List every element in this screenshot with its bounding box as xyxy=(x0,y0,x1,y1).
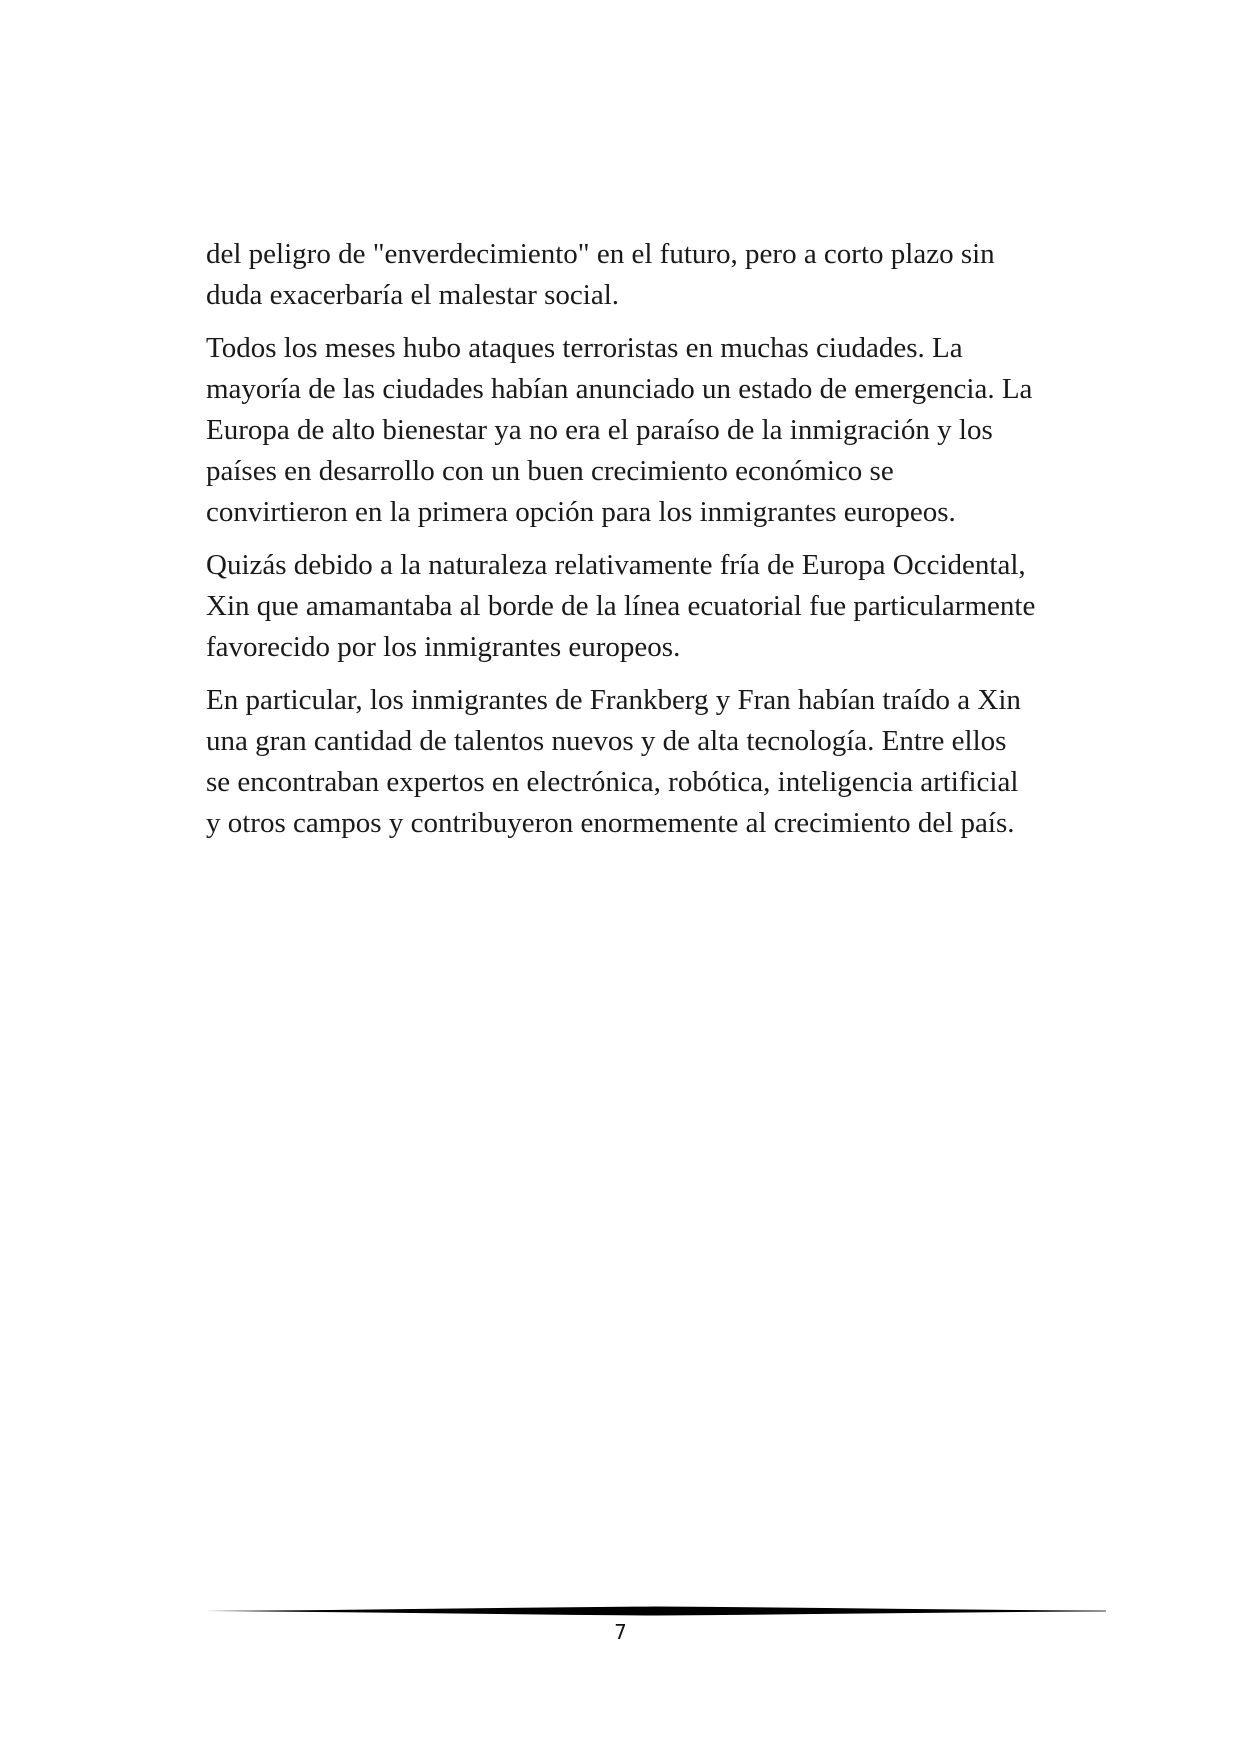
text-line: Europa de alto bienestar ya no era el paraíso de la inmigración y los xyxy=(206,414,993,446)
text-line: mayoría de las ciudades habían anunciado un estado de emergencia. La xyxy=(206,373,1033,405)
page-number: 7 xyxy=(614,1620,627,1644)
text-line: convirtieron en la primera opción para los inmigrantes europeos. xyxy=(206,496,956,528)
text-line: y otros campos y contribuyeron enormemente al crecimiento del país. xyxy=(206,807,1015,839)
text-line: Todos los meses hubo ataques terroristas en muchas ciudades. La xyxy=(206,332,963,364)
text-line: Xin que amamantaba al borde de la línea ecuatorial fue particularmente xyxy=(206,590,1036,622)
text-line: países en desarrollo con un buen crecimiento económico se xyxy=(206,455,894,487)
body-text xyxy=(206,234,1066,856)
text-line: se encontraban expertos en electrónica, robótica, inteligencia artificial xyxy=(206,766,1019,798)
text-line: Quizás debido a la naturaleza relativamente fría de Europa Occidental, xyxy=(206,549,1026,581)
paragraph-2 xyxy=(206,328,1066,533)
text-line: del peligro de "enverdecimiento" en el futuro, pero a corto plazo sin xyxy=(206,238,995,270)
text-line: favorecido por los inmigrantes europeos. xyxy=(206,631,681,663)
text-line: duda exacerbaría el malestar social. xyxy=(206,279,620,311)
footer-divider-swash xyxy=(206,1607,1106,1616)
footer-divider xyxy=(206,1604,1106,1618)
paragraph-3 xyxy=(206,545,1066,668)
paragraph-4 xyxy=(206,680,1066,844)
text-line: una gran cantidad de talentos nuevos y de alta tecnología. Entre ellos xyxy=(206,725,1007,757)
paragraph-1 xyxy=(206,234,1066,316)
text-line: En particular, los inmigrantes de Frankberg y Fran habían traído a Xin xyxy=(206,684,1021,716)
